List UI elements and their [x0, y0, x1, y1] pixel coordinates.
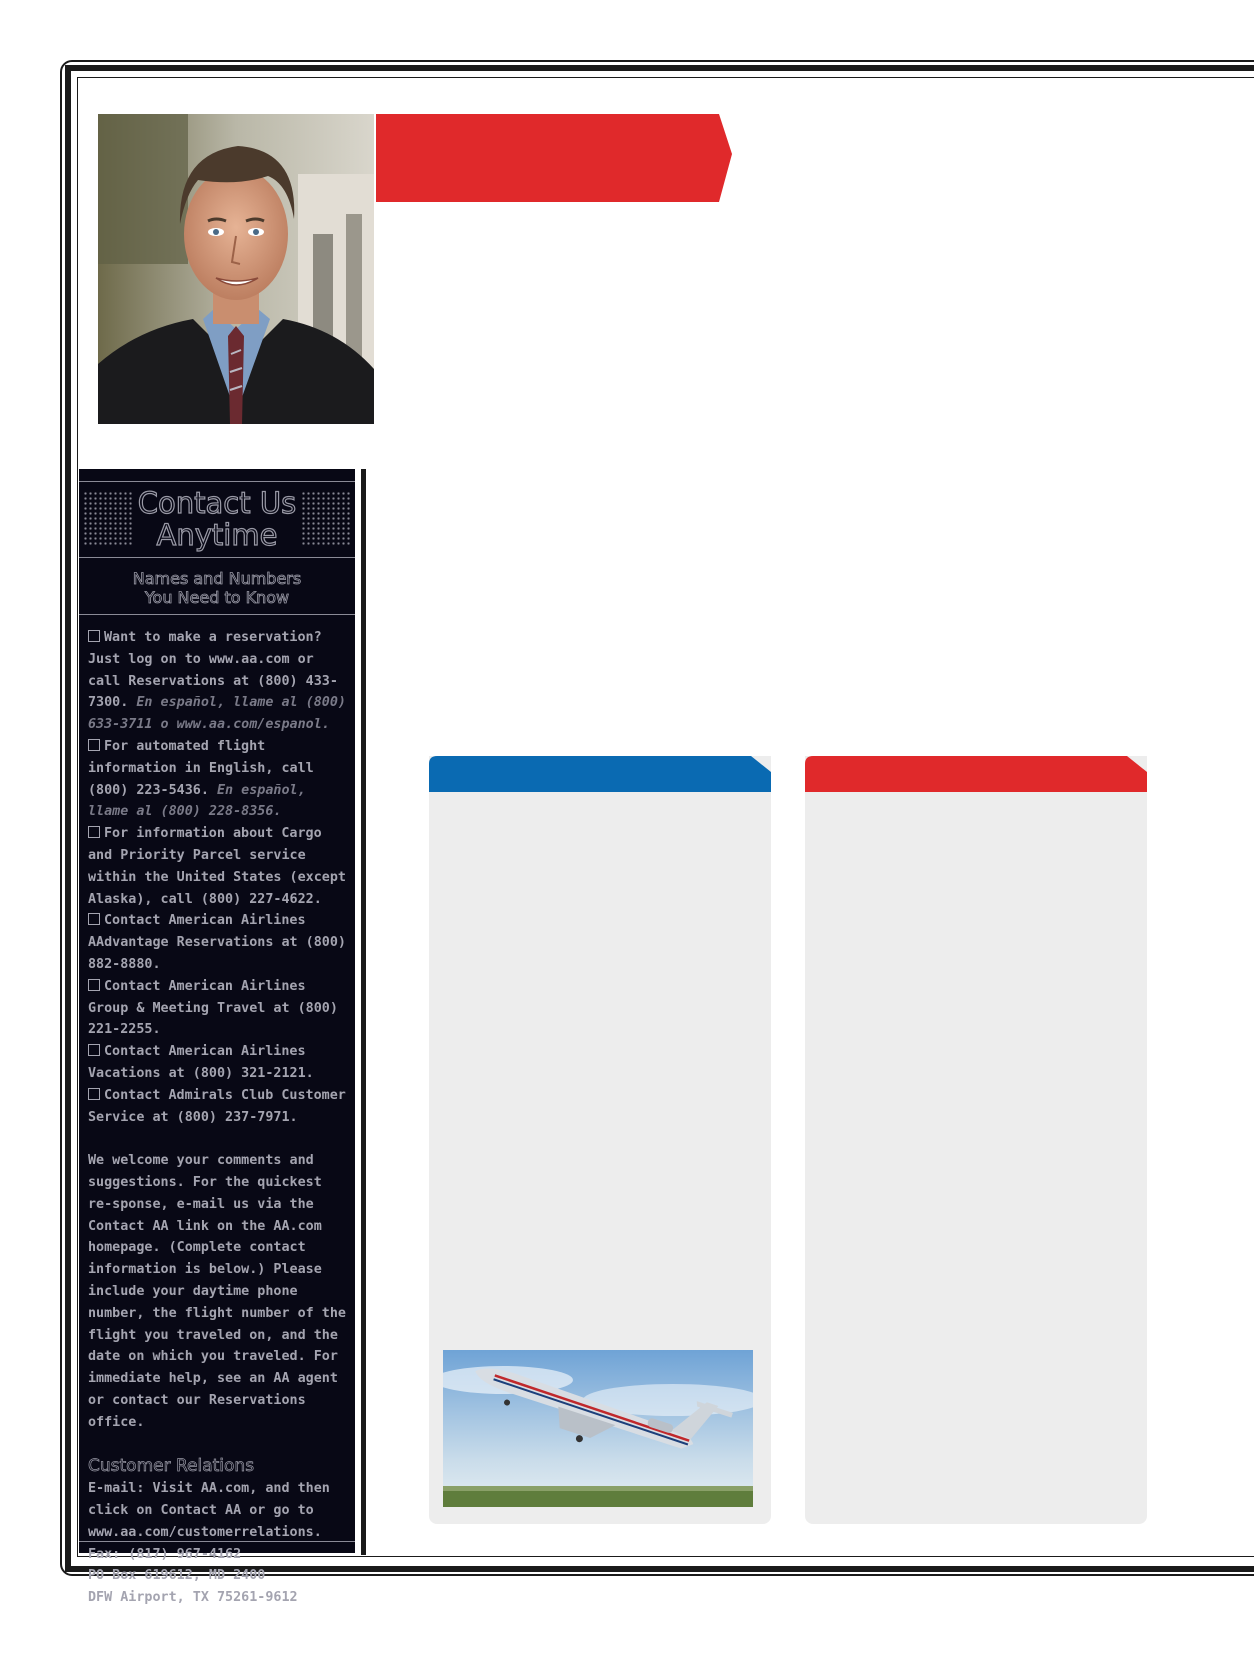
contact-item: For automated flight information in English, call (800) 223-5436. En español, llame al (800) 228-8356. — [88, 738, 314, 820]
checkbox-bullet-icon — [88, 979, 100, 991]
welcome-paragraph: We welcome your comments and suggestions. For the quickest re-sponse, e-mail us via the Contact AA link on the AA.com homepage. (Complete contact information is below.) Please include your daytime phone number, the flight number of the flight you traveled on, and the date on which you traveled. For immediate help, see an AA agent or contact our Reservations office. — [88, 1153, 346, 1430]
checkbox-bullet-icon — [88, 1088, 100, 1100]
customer-relations-fax: Fax: (817) 967-4162 — [88, 1546, 242, 1562]
contact-us-sidebar — [79, 469, 355, 1606]
checkbox-bullet-icon — [88, 630, 100, 642]
contact-item: Want to make a reservation? Just log on to www.aa.com or call Reservations at (800) 433-7300. En español, llame al (800) 633-3711 o www.aa.com/espanol. — [88, 630, 346, 733]
customer-relations-email: E-mail: Visit AA.com, and then click on Contact AA or go to www.aa.com/customerrelations. — [88, 1481, 330, 1540]
sidebar-vertical-rule — [361, 469, 366, 1555]
red-panel-tab — [805, 756, 1147, 792]
sidebar-top-rule — [79, 481, 355, 482]
contact-item: Contact American Airlines AAdvantage Reservations at (800) 882-8880. — [88, 913, 346, 972]
customer-relations-po-box: PO Box 619612, MD 2400 — [88, 1568, 266, 1584]
sidebar-subtitle-rule — [79, 614, 355, 615]
airplane-takeoff-photo — [443, 1350, 753, 1507]
contact-item: Contact American Airlines Vacations at (800) 321-2121. — [88, 1044, 314, 1081]
checkbox-bullet-icon — [88, 913, 100, 925]
checkbox-bullet-icon — [88, 826, 100, 838]
sidebar-body — [88, 627, 350, 1609]
executive-portrait-photo — [98, 114, 374, 424]
checkbox-bullet-icon — [88, 1044, 100, 1056]
checkbox-bullet-icon — [88, 739, 100, 751]
contact-item: Contact American Airlines Group & Meeting Travel at (800) 221-2255. — [88, 978, 338, 1038]
customer-relations-city: DFW Airport, TX 75261-9612 — [88, 1590, 298, 1606]
blue-panel-tab — [429, 756, 771, 792]
contact-item: For information about Cargo and Priority Parcel service within the United States (except Alaska), call (800) 227-4622. — [88, 826, 346, 907]
sidebar-title: Contact Us Anytime — [137, 486, 297, 552]
customer-relations-heading: Customer Relations — [88, 1456, 255, 1477]
sidebar-bottom-rule — [79, 1541, 355, 1542]
contact-item: Contact Admirals Club Customer Service at (800) 237-7971. — [88, 1087, 346, 1125]
sidebar-title-rule — [79, 557, 355, 558]
sidebar-subtitle: Names and Numbers You Need to Know — [132, 569, 302, 607]
red-header-banner — [376, 114, 732, 202]
red-content-panel — [805, 756, 1147, 1524]
